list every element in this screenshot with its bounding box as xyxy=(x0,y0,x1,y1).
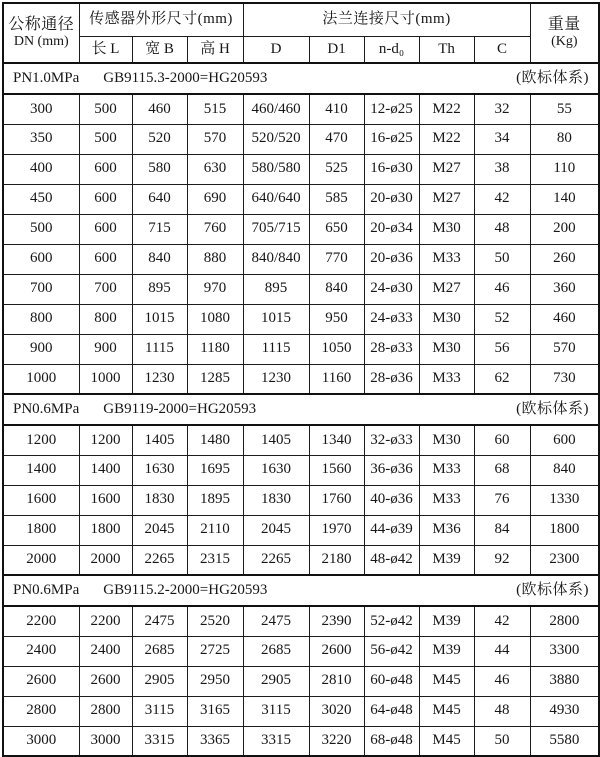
table-cell: 3115 xyxy=(132,696,187,726)
table-cell: M30 xyxy=(419,334,474,364)
table-row xyxy=(3,636,599,666)
table-cell: 1400 xyxy=(3,455,79,485)
table-cell: 32-ø33 xyxy=(364,425,419,455)
table-cell: M22 xyxy=(419,94,474,124)
table-cell: 42 xyxy=(474,184,530,214)
table-cell: 800 xyxy=(79,304,132,334)
table-cell: 1230 xyxy=(132,364,187,394)
table-cell: 2685 xyxy=(243,636,309,666)
header-sensor-dimensions-group: 传感器外形尺寸(mm) xyxy=(79,3,243,36)
header-weight-unit: (Kg) xyxy=(551,34,578,50)
table-cell: 700 xyxy=(79,274,132,304)
header-row-groups xyxy=(3,3,599,36)
table-cell: 200 xyxy=(530,214,599,244)
section-cell xyxy=(3,394,599,425)
table-cell: 62 xyxy=(474,364,530,394)
table-cell: 1480 xyxy=(187,425,243,455)
table-cell: 20-ø36 xyxy=(364,244,419,274)
table-cell: 68-ø48 xyxy=(364,726,419,756)
table-cell: 2685 xyxy=(132,636,187,666)
table-row xyxy=(3,485,599,515)
table-cell: 42 xyxy=(474,606,530,636)
dimension-spec-table xyxy=(2,2,600,757)
table-cell: 1285 xyxy=(187,364,243,394)
table-cell: 44 xyxy=(474,636,530,666)
table-row xyxy=(3,666,599,696)
table-cell: M30 xyxy=(419,425,474,455)
table-cell: 3020 xyxy=(309,696,364,726)
section-note: (欧标体系) xyxy=(516,400,590,417)
table-row xyxy=(3,696,599,726)
table-cell: 500 xyxy=(79,94,132,124)
table-cell: 16-ø30 xyxy=(364,154,419,184)
table-cell: 1895 xyxy=(187,485,243,515)
table-header xyxy=(3,3,599,63)
table-cell: 350 xyxy=(3,124,79,154)
table-cell: 48 xyxy=(474,214,530,244)
table-cell: 300 xyxy=(3,94,79,124)
table-cell: 970 xyxy=(187,274,243,304)
header-width-b: 宽 B xyxy=(132,36,187,63)
section-row xyxy=(3,575,599,606)
table-cell: 2315 xyxy=(187,545,243,575)
table-cell: 32 xyxy=(474,94,530,124)
header-c: C xyxy=(474,36,530,63)
table-cell: 360 xyxy=(530,274,599,304)
table-cell: 1015 xyxy=(132,304,187,334)
table-cell: 500 xyxy=(79,124,132,154)
table-cell: 600 xyxy=(79,244,132,274)
table-cell: 700 xyxy=(3,274,79,304)
table-cell: 1800 xyxy=(79,515,132,545)
header-th: Th xyxy=(419,36,474,63)
table-cell: 600 xyxy=(3,244,79,274)
table-cell: 690 xyxy=(187,184,243,214)
table-cell: 950 xyxy=(309,304,364,334)
table-body xyxy=(3,63,599,756)
table-cell: 34 xyxy=(474,124,530,154)
table-cell: 1230 xyxy=(243,364,309,394)
header-length-l: 长 L xyxy=(79,36,132,63)
header-n-d0: n-d₀ xyxy=(364,36,419,63)
table-cell: 50 xyxy=(474,726,530,756)
header-nominal-diameter xyxy=(3,3,79,63)
table-cell: 2800 xyxy=(79,696,132,726)
table-row xyxy=(3,606,599,636)
table-cell: 2400 xyxy=(79,636,132,666)
table-cell: 525 xyxy=(309,154,364,184)
header-flange-dimensions-group: 法兰连接尺寸(mm) xyxy=(243,3,530,36)
table-cell: 1200 xyxy=(3,425,79,455)
table-cell: 5580 xyxy=(530,726,599,756)
section-cell xyxy=(3,63,599,94)
table-cell: 1970 xyxy=(309,515,364,545)
table-row xyxy=(3,304,599,334)
table-cell: 38 xyxy=(474,154,530,184)
table-cell: 770 xyxy=(309,244,364,274)
table-cell: 16-ø25 xyxy=(364,124,419,154)
table-cell: M30 xyxy=(419,304,474,334)
table-cell: 895 xyxy=(243,274,309,304)
header-row-subcolumns xyxy=(3,36,599,63)
table-row xyxy=(3,124,599,154)
table-cell: 1340 xyxy=(309,425,364,455)
table-cell: 2000 xyxy=(79,545,132,575)
table-row xyxy=(3,334,599,364)
header-d1: D1 xyxy=(309,36,364,63)
table-cell: M45 xyxy=(419,666,474,696)
table-cell: M39 xyxy=(419,636,474,666)
table-cell: 3300 xyxy=(530,636,599,666)
table-row xyxy=(3,545,599,575)
table-cell: 2265 xyxy=(132,545,187,575)
table-cell: 585 xyxy=(309,184,364,214)
table-cell: 36-ø36 xyxy=(364,455,419,485)
table-cell: 895 xyxy=(132,274,187,304)
table-cell: 460 xyxy=(132,94,187,124)
table-cell: 840 xyxy=(309,274,364,304)
table-cell: 68 xyxy=(474,455,530,485)
table-cell: 515 xyxy=(187,94,243,124)
table-cell: 600 xyxy=(79,214,132,244)
table-cell: 1560 xyxy=(309,455,364,485)
table-cell: 1050 xyxy=(309,334,364,364)
table-cell: 460 xyxy=(530,304,599,334)
section-note: (欧标体系) xyxy=(516,581,590,598)
table-cell: 3000 xyxy=(79,726,132,756)
table-cell: 80 xyxy=(530,124,599,154)
table-cell: 640/640 xyxy=(243,184,309,214)
table-cell: 500 xyxy=(3,214,79,244)
table-cell: 12-ø25 xyxy=(364,94,419,124)
table-cell: 650 xyxy=(309,214,364,244)
table-cell: 2200 xyxy=(3,606,79,636)
header-nominal-diameter-unit: DN (mm) xyxy=(13,34,69,50)
table-cell: 20-ø30 xyxy=(364,184,419,214)
table-cell: 600 xyxy=(530,425,599,455)
table-cell: M39 xyxy=(419,606,474,636)
table-cell: 24-ø30 xyxy=(364,274,419,304)
table-cell: 28-ø33 xyxy=(364,334,419,364)
table-cell: 56-ø42 xyxy=(364,636,419,666)
table-cell: 64-ø48 xyxy=(364,696,419,726)
table-cell: 2200 xyxy=(79,606,132,636)
table-cell: 2390 xyxy=(309,606,364,636)
table-cell: 1830 xyxy=(243,485,309,515)
table-row xyxy=(3,455,599,485)
table-cell: 2600 xyxy=(79,666,132,696)
table-cell: 470 xyxy=(309,124,364,154)
table-cell: M27 xyxy=(419,154,474,184)
table-cell: 1600 xyxy=(79,485,132,515)
table-cell: 3220 xyxy=(309,726,364,756)
table-cell: 1630 xyxy=(243,455,309,485)
table-cell: 2905 xyxy=(243,666,309,696)
table-cell: 460/460 xyxy=(243,94,309,124)
table-cell: 1160 xyxy=(309,364,364,394)
table-cell: 760 xyxy=(187,214,243,244)
table-cell: 640 xyxy=(132,184,187,214)
table-row xyxy=(3,184,599,214)
section-row xyxy=(3,394,599,425)
table-cell: 600 xyxy=(79,184,132,214)
table-cell: 1760 xyxy=(309,485,364,515)
table-row xyxy=(3,94,599,124)
table-cell: 1800 xyxy=(530,515,599,545)
header-nominal-diameter-cn: 公称通径 xyxy=(8,15,75,33)
table-cell: 520 xyxy=(132,124,187,154)
table-cell: 520/520 xyxy=(243,124,309,154)
section-standard: GB9115.2-2000=HG20593 xyxy=(103,581,268,598)
table-cell: 570 xyxy=(530,334,599,364)
table-cell: 880 xyxy=(187,244,243,274)
section-row xyxy=(3,63,599,94)
section-pressure: PN0.6MPa xyxy=(13,581,80,598)
table-cell: 1200 xyxy=(79,425,132,455)
table-cell: 60 xyxy=(474,425,530,455)
table-cell: 2000 xyxy=(3,545,79,575)
table-cell: 50 xyxy=(474,244,530,274)
table-cell: 2475 xyxy=(132,606,187,636)
table-cell: 630 xyxy=(187,154,243,184)
table-row xyxy=(3,244,599,274)
table-cell: 2950 xyxy=(187,666,243,696)
section-standard: GB9115.3-2000=HG20593 xyxy=(103,69,268,86)
header-weight xyxy=(530,3,599,63)
table-cell: M45 xyxy=(419,726,474,756)
table-cell: M30 xyxy=(419,214,474,244)
table-cell: 1800 xyxy=(3,515,79,545)
section-pressure: PN0.6MPa xyxy=(13,400,80,417)
table-cell: 2180 xyxy=(309,545,364,575)
table-cell: M39 xyxy=(419,545,474,575)
table-cell: 1400 xyxy=(79,455,132,485)
table-cell: 1115 xyxy=(132,334,187,364)
table-cell: 400 xyxy=(3,154,79,184)
section-note: (欧标体系) xyxy=(516,69,590,86)
table-cell: 800 xyxy=(3,304,79,334)
table-cell: 2725 xyxy=(187,636,243,666)
table-cell: 580 xyxy=(132,154,187,184)
table-cell: 2800 xyxy=(3,696,79,726)
table-cell: 52-ø42 xyxy=(364,606,419,636)
table-cell: M33 xyxy=(419,244,474,274)
table-cell: 48-ø42 xyxy=(364,545,419,575)
table-cell: 60-ø48 xyxy=(364,666,419,696)
table-cell: M22 xyxy=(419,124,474,154)
table-cell: 110 xyxy=(530,154,599,184)
table-cell: 1405 xyxy=(132,425,187,455)
table-cell: 2600 xyxy=(3,666,79,696)
table-row xyxy=(3,364,599,394)
table-cell: 55 xyxy=(530,94,599,124)
table-cell: 3115 xyxy=(243,696,309,726)
header-weight-cn: 重量 xyxy=(547,15,581,33)
table-cell: 705/715 xyxy=(243,214,309,244)
table-cell: 2800 xyxy=(530,606,599,636)
table-cell: 3165 xyxy=(187,696,243,726)
table-cell: 46 xyxy=(474,274,530,304)
table-cell: 840 xyxy=(132,244,187,274)
table-cell: 1000 xyxy=(3,364,79,394)
table-cell: 2300 xyxy=(530,545,599,575)
table-cell: 1830 xyxy=(132,485,187,515)
table-cell: 410 xyxy=(309,94,364,124)
table-cell: 1180 xyxy=(187,334,243,364)
table-cell: 1015 xyxy=(243,304,309,334)
table-cell: 1405 xyxy=(243,425,309,455)
table-cell: 600 xyxy=(79,154,132,184)
table-cell: 1115 xyxy=(243,334,309,364)
table-cell: 20-ø34 xyxy=(364,214,419,244)
table-row xyxy=(3,274,599,304)
table-cell: 28-ø36 xyxy=(364,364,419,394)
table-cell: 840/840 xyxy=(243,244,309,274)
table-cell: 2905 xyxy=(132,666,187,696)
table-cell: 1330 xyxy=(530,485,599,515)
table-row xyxy=(3,726,599,756)
table-row xyxy=(3,425,599,455)
table-cell: 1630 xyxy=(132,455,187,485)
table-row xyxy=(3,515,599,545)
table-cell: M33 xyxy=(419,364,474,394)
table-cell: M33 xyxy=(419,485,474,515)
header-d: D xyxy=(243,36,309,63)
table-cell: 24-ø33 xyxy=(364,304,419,334)
table-cell: 4930 xyxy=(530,696,599,726)
table-cell: 44-ø39 xyxy=(364,515,419,545)
table-cell: 56 xyxy=(474,334,530,364)
table-cell: 580/580 xyxy=(243,154,309,184)
table-cell: 2400 xyxy=(3,636,79,666)
table-cell: 3315 xyxy=(243,726,309,756)
section-standard: GB9119-2000=HG20593 xyxy=(103,400,257,417)
table-cell: 2045 xyxy=(132,515,187,545)
table-cell: 1600 xyxy=(3,485,79,515)
table-cell: 715 xyxy=(132,214,187,244)
header-height-h: 高 H xyxy=(187,36,243,63)
table-cell: 46 xyxy=(474,666,530,696)
table-cell: M27 xyxy=(419,184,474,214)
table-cell: 2265 xyxy=(243,545,309,575)
table-cell: 76 xyxy=(474,485,530,515)
table-cell: M36 xyxy=(419,515,474,545)
table-cell: 840 xyxy=(530,455,599,485)
section-cell xyxy=(3,575,599,606)
table-cell: 48 xyxy=(474,696,530,726)
table-cell: 2110 xyxy=(187,515,243,545)
table-cell: 900 xyxy=(3,334,79,364)
table-cell: 1080 xyxy=(187,304,243,334)
table-row xyxy=(3,214,599,244)
table-cell: 260 xyxy=(530,244,599,274)
table-cell: 450 xyxy=(3,184,79,214)
section-pressure: PN1.0MPa xyxy=(13,69,80,86)
table-cell: 3000 xyxy=(3,726,79,756)
table-cell: 3880 xyxy=(530,666,599,696)
table-cell: 3315 xyxy=(132,726,187,756)
table-cell: 92 xyxy=(474,545,530,575)
table-cell: 570 xyxy=(187,124,243,154)
table-cell: 1000 xyxy=(79,364,132,394)
table-cell: 1695 xyxy=(187,455,243,485)
table-cell: 900 xyxy=(79,334,132,364)
table-row xyxy=(3,154,599,184)
table-cell: 2810 xyxy=(309,666,364,696)
table-cell: 3365 xyxy=(187,726,243,756)
table-cell: 730 xyxy=(530,364,599,394)
table-cell: M27 xyxy=(419,274,474,304)
table-cell: 84 xyxy=(474,515,530,545)
table-cell: 2475 xyxy=(243,606,309,636)
table-cell: M45 xyxy=(419,696,474,726)
table-cell: 140 xyxy=(530,184,599,214)
table-cell: 40-ø36 xyxy=(364,485,419,515)
table-cell: 2045 xyxy=(243,515,309,545)
table-cell: 2520 xyxy=(187,606,243,636)
table-cell: M33 xyxy=(419,455,474,485)
table-cell: 2600 xyxy=(309,636,364,666)
table-cell: 52 xyxy=(474,304,530,334)
